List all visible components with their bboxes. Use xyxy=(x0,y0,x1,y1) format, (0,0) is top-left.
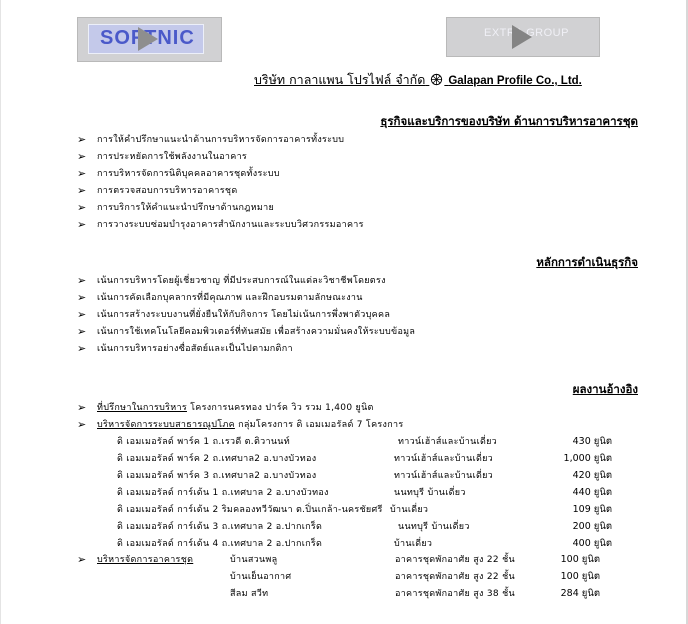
utility-project-units: 420 ยูนิต xyxy=(572,470,612,481)
bullet-arrow-icon: ➢ xyxy=(77,553,87,566)
consulting-text: โครงการนครทอง ปาร์ค วิว รวม 1,400 ยูนิต xyxy=(190,403,374,413)
utilities-item xyxy=(77,417,403,431)
company-name-english: Galapan Profile Co., Ltd. xyxy=(448,75,582,87)
company-title xyxy=(254,70,582,90)
service-item xyxy=(77,217,364,231)
utility-project-type: บ้านเดี่ยว xyxy=(394,539,433,549)
utility-project-units: 1,000 ยูนิต xyxy=(563,453,612,464)
utility-project-units: 430 ยูนิต xyxy=(572,436,612,447)
service-item-text: การบริการให้คำแนะนำปรึกษาด้านกฎหมาย xyxy=(97,203,275,213)
extra-group-banner[interactable] xyxy=(446,17,600,57)
service-item xyxy=(77,183,237,197)
condo-project-name: บ้านสวนพลู xyxy=(230,555,278,565)
bullet-arrow-icon: ➢ xyxy=(77,418,87,431)
condo-project-type: อาคารชุดพักอาศัย สูง 22 ชั้น xyxy=(395,555,515,565)
principle-item-text: เน้นการบริหารอย่างซื่อสัตย์และเป็นไปตามกติกา xyxy=(97,344,293,354)
principle-item xyxy=(77,324,415,338)
condo-project-type: อาคารชุดพักอาศัย สูง 22 ชั้น xyxy=(395,572,515,582)
utility-project-type: บ้านเดี่ยว xyxy=(390,505,429,515)
principle-item xyxy=(77,341,293,355)
principles-heading: หลักการดำเนินธุรกิจ xyxy=(536,255,638,269)
utility-project-name: ดิ เอมเมอรัลด์ พาร์ค 3 ถ.เทศบาล2 อ.บางบัวทอง xyxy=(117,471,317,481)
utilities-label: บริหารจัดการระบบสาธารณูปโภค xyxy=(97,420,235,430)
bullet-arrow-icon: ➢ xyxy=(77,218,87,231)
play-icon xyxy=(512,25,532,49)
utility-project-name: ดิ เอมเมอรัลด์ พาร์ค 1 ถ.เรวดี ต.ติวานนท์ xyxy=(117,437,290,447)
bullet-arrow-icon: ➢ xyxy=(77,201,87,214)
softnic-banner[interactable] xyxy=(77,17,222,62)
principle-item-text: เน้นการคัดเลือกบุคลากรที่มีคุณภาพ และฝึกอบรมตามลักษณะงาน xyxy=(97,293,363,303)
utility-project-type: ทาวน์เฮ้าส์และบ้านเดี่ยว xyxy=(394,471,494,481)
utility-project-name: ดิ เอมเมอรัลด์ การ์เด้น 4 ถ.เทศบาล 2 อ.ปากเกร็ด xyxy=(117,539,323,549)
service-item-text: การวางระบบซ่อมบำรุงอาคารสำนักงานและระบบวิศวกรรมอาคาร xyxy=(97,220,364,230)
page-left-edge xyxy=(0,0,1,624)
utilities-text: กลุ่มโครงการ ดิ เอมเมอรัลด์ 7 โครงการ xyxy=(238,420,404,430)
condo-label: บริหารจัดการอาคารชุด xyxy=(97,555,194,565)
bullet-arrow-icon: ➢ xyxy=(77,150,87,163)
utility-project-units: 109 ยูนิต xyxy=(572,504,612,515)
bullet-arrow-icon: ➢ xyxy=(77,401,87,414)
consulting-label: ที่ปรึกษาในการบริหาร xyxy=(97,403,187,413)
service-item-text: การประหยัดการใช้พลังงานในอาคาร xyxy=(97,152,248,162)
principle-item-text: เน้นการใช้เทคโนโลยีคอมพิวเตอร์ที่ทันสมัย เพื่อสร้างความมั่นคงให้ระบบข้อมูล xyxy=(97,327,416,337)
softnic-banner-text: SOFTNIC xyxy=(100,27,195,49)
utility-project-name: ดิ เอมเมอรัลด์ การ์เด้น 2 ริมคลองทวีวัฒนา ต.ปิ่นเกล้า-นครชัยศรี xyxy=(117,505,383,515)
bullet-arrow-icon: ➢ xyxy=(77,291,87,304)
condo-item xyxy=(77,552,193,566)
service-item-text: การบริหารจัดการนิติบุคคลอาคารชุดทั้งระบบ xyxy=(97,169,280,179)
service-item xyxy=(77,200,274,214)
condo-project-name: บ้านเย็นอากาศ xyxy=(230,572,292,582)
references-heading: ผลงานอ้างอิง xyxy=(572,382,638,396)
utility-project-type: นนทบุรี บ้านเดี่ยว xyxy=(398,522,470,532)
bullet-arrow-icon: ➢ xyxy=(77,342,87,355)
utility-project-units: 440 ยูนิต xyxy=(572,487,612,498)
utility-project-type: ทาวน์เฮ้าส์และบ้านเดี่ยว xyxy=(394,454,494,464)
service-item-text: การให้คำปรึกษาแนะนำด้านการบริหารจัดการอาคารทั้งระบบ xyxy=(97,135,345,145)
utility-project-name: ดิ เอมเมอรัลด์ พาร์ค 2 ถ.เทศบาล2 อ.บางบัวทอง xyxy=(117,454,317,464)
extra-group-banner-text: EXTRA GROUP xyxy=(484,27,569,39)
utility-project-type: นนทบุรี บ้านเดี่ยว xyxy=(394,488,466,498)
utility-project-type: ทาวน์เฮ้าส์และบ้านเดี่ยว xyxy=(398,437,498,447)
utility-project-units: 400 ยูนิต xyxy=(572,538,612,549)
principle-item xyxy=(77,273,386,287)
service-item xyxy=(77,149,247,163)
utility-project-name: ดิ เอมเมอรัลด์ การ์เด้น 3 ถ.เทศบาล 2 อ.ปากเกร็ด xyxy=(117,522,323,532)
utility-project-name: ดิ เอมเมอรัลด์ การ์เด้น 1 ถ.เทศบาล 2 อ.บางบัวทอง xyxy=(117,488,329,498)
condo-project-name: สีลม สวีท xyxy=(230,589,269,599)
service-item xyxy=(77,166,280,180)
bullet-arrow-icon: ➢ xyxy=(77,167,87,180)
condo-project-units: 284 ยูนิต xyxy=(560,588,600,599)
bullet-arrow-icon: ➢ xyxy=(77,184,87,197)
condo-project-type: อาคารชุดพักอาศัย สูง 38 ชั้น xyxy=(395,589,515,599)
principle-item xyxy=(77,307,390,321)
bullet-arrow-icon: ➢ xyxy=(77,274,87,287)
services-heading: ธุรกิจและบริการของบริษัท ด้านการบริหารอาคารชุด xyxy=(380,114,638,128)
bullet-arrow-icon: ➢ xyxy=(77,325,87,338)
company-name-thai: บริษัท กาลาแพน โปรไฟล์ จำกัด xyxy=(254,72,426,87)
principle-item-text: เน้นการสร้างระบบงานที่ยั่งยืนให้กับกิจการ โดยไม่เน้นการพึ่งพาตัวบุคคล xyxy=(97,310,391,320)
service-item-text: การตรวจสอบการบริหารอาคารชุด xyxy=(97,186,238,196)
play-icon xyxy=(138,27,158,51)
company-logo-icon xyxy=(430,73,443,86)
consulting-item xyxy=(77,400,374,414)
principle-item-text: เน้นการบริหารโดยผู้เชี่ยวชาญ ที่มีประสบการณ์ในแต่ละวิชาชีพโดยตรง xyxy=(97,276,386,286)
service-item xyxy=(77,132,344,146)
utility-project-units: 200 ยูนิต xyxy=(572,521,612,532)
condo-project-units: 100 ยูนิต xyxy=(560,554,600,565)
condo-project-units: 100 ยูนิต xyxy=(560,571,600,582)
bullet-arrow-icon: ➢ xyxy=(77,308,87,321)
principle-item xyxy=(77,290,363,304)
bullet-arrow-icon: ➢ xyxy=(77,133,87,146)
